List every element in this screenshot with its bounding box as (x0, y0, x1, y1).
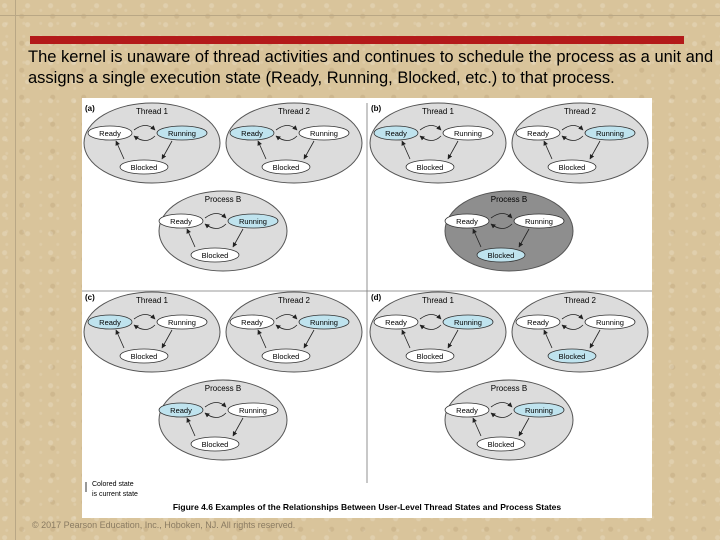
slide-body-text: The kernel is unaware of thread activities and continues to schedule the process as a unit and assigns a single execution state (Ready, Running, Blocked, etc.) to that process. (28, 48, 714, 87)
panel-a-letter: (a) (85, 104, 95, 113)
panel-d-process-state-blocked-text: Blocked (487, 440, 515, 449)
panel-c-thread1-state-ready-text: Ready (99, 318, 121, 327)
panel-c-thread2-label: Thread 2 (277, 296, 311, 305)
panel-a-thread2-label: Thread 2 (277, 107, 311, 116)
panel-d-process-label: Process B (490, 384, 528, 393)
panel-c-thread1-state-running-text: Running (168, 318, 196, 327)
panel-d-thread1-label: Thread 1 (421, 296, 455, 305)
panel-b-thread1-label: Thread 1 (421, 107, 455, 116)
panel-b-thread1-state-running-text: Running (454, 129, 482, 138)
panel-a-thread2-state-blocked-text: Blocked (272, 163, 300, 172)
panel-a-thread1-state-ready-text: Ready (99, 129, 121, 138)
panel-d-thread2-label: Thread 2 (563, 296, 597, 305)
legend-line2: is current state (92, 491, 138, 498)
legend-marker (85, 482, 87, 492)
panel-c-letter: (c) (85, 293, 95, 302)
panel-b-thread2-state-blocked-text: Blocked (558, 163, 586, 172)
panel-c-process-state-running-text: Running (239, 406, 267, 415)
panel-b-thread2-label: Thread 2 (563, 107, 597, 116)
panel-b-process-state-blocked-text: Blocked (487, 251, 515, 260)
panel-c-thread2-state-ready-text: Ready (241, 318, 263, 327)
panel-c-thread1-label: Thread 1 (135, 296, 169, 305)
panel-a-process-label: Process B (204, 195, 242, 204)
panel-a-process-state-running-text: Running (239, 217, 267, 226)
panel-d-thread1-state-ready-text: Ready (385, 318, 407, 327)
panel-b-process-state-running-text: Running (525, 217, 553, 226)
panel-b-letter: (b) (371, 104, 382, 113)
panel-a-thread1-state-blocked-text: Blocked (130, 163, 158, 172)
frame-line-horizontal (0, 15, 720, 16)
panel-d-process-state-ready-text: Ready (456, 406, 478, 415)
panel-c-thread2-state-blocked-text: Blocked (272, 352, 300, 361)
thread-state-diagram (82, 98, 652, 518)
panel-b-process-state-ready-text: Ready (456, 217, 478, 226)
frame-line-vertical (15, 0, 16, 540)
panel-b-thread2-state-ready-text: Ready (527, 129, 549, 138)
panel-b-process-label: Process B (490, 195, 528, 204)
panel-d-thread2-state-blocked-text: Blocked (558, 352, 586, 361)
panel-c-thread1-state-blocked-text: Blocked (130, 352, 158, 361)
title-accent-bar (30, 36, 684, 44)
panel-a-process-state-ready-text: Ready (170, 217, 192, 226)
panel-d-thread2-state-running-text: Running (596, 318, 624, 327)
figure-thread-states (82, 98, 652, 518)
copyright-notice: © 2017 Pearson Education, Inc., Hoboken, NJ. All rights reserved. (32, 520, 296, 530)
panel-a-thread2-state-ready-text: Ready (241, 129, 263, 138)
figure-caption: Figure 4.6 Examples of the Relationships Between User-Level Thread States and Process States (172, 502, 562, 512)
panel-c-thread2-state-running-text: Running (310, 318, 338, 327)
panel-d-process-state-running-text: Running (525, 406, 553, 415)
panel-c-process-state-ready-text: Ready (170, 406, 192, 415)
panel-d-thread1-state-blocked-text: Blocked (416, 352, 444, 361)
panel-a-thread2-state-running-text: Running (310, 129, 338, 138)
panel-c-process-label: Process B (204, 384, 242, 393)
panel-d-thread2-state-ready-text: Ready (527, 318, 549, 327)
panel-a-process-state-blocked-text: Blocked (201, 251, 229, 260)
panel-d-letter: (d) (371, 293, 382, 302)
legend-line1: Colored state (92, 481, 134, 488)
panel-a-thread1-label: Thread 1 (135, 107, 169, 116)
panel-b-thread2-state-running-text: Running (596, 129, 624, 138)
panel-c-process-state-blocked-text: Blocked (201, 440, 229, 449)
panel-d-thread1-state-running-text: Running (454, 318, 482, 327)
panel-b-thread1-state-blocked-text: Blocked (416, 163, 444, 172)
panel-b-thread1-state-ready-text: Ready (385, 129, 407, 138)
panel-a-thread1-state-running-text: Running (168, 129, 196, 138)
